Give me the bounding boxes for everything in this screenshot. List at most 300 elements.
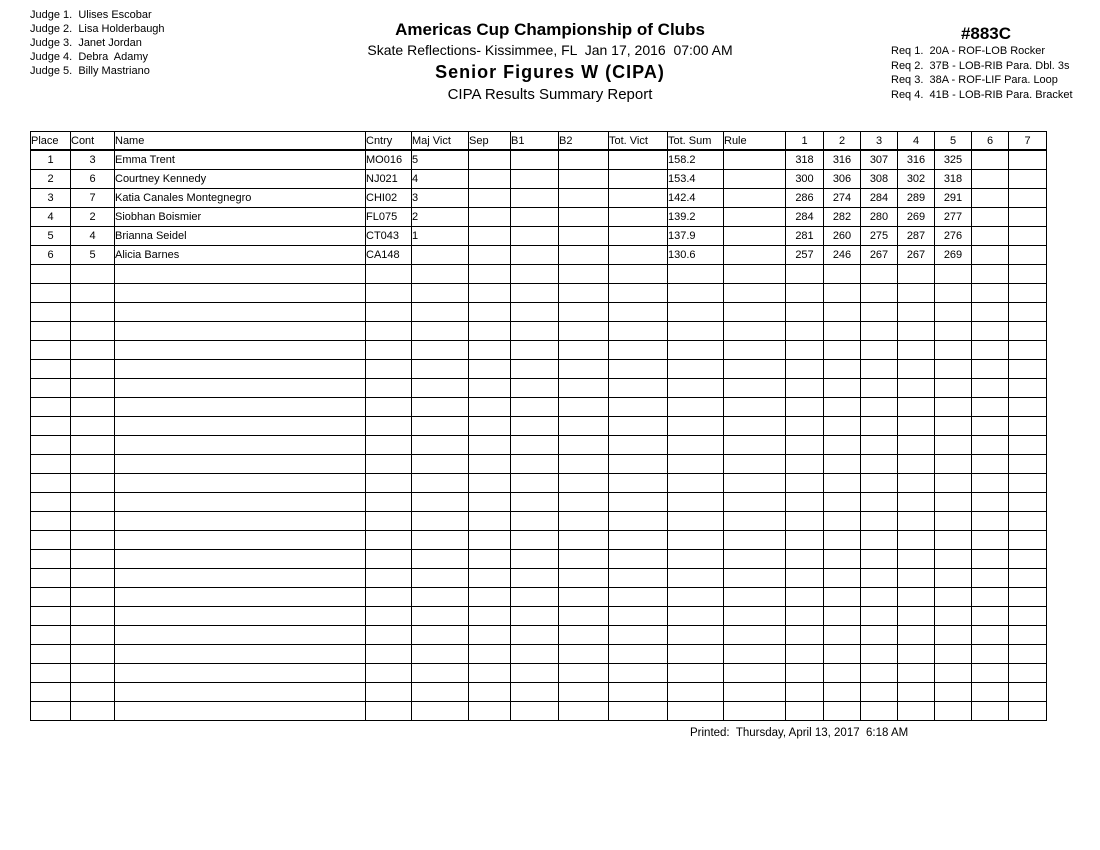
cell-empty — [824, 550, 861, 569]
championship-title: Americas Cup Championship of Clubs — [395, 20, 705, 39]
cell-empty — [898, 569, 935, 588]
cell-empty — [898, 645, 935, 664]
col-header-b1: B1 — [511, 132, 559, 151]
cell-empty — [559, 360, 609, 379]
table-row — [31, 170, 1047, 189]
cell-empty — [786, 417, 824, 436]
cell-empty — [412, 265, 469, 284]
cell-empty — [724, 664, 786, 683]
cell-empty — [31, 322, 71, 341]
cell-empty — [898, 588, 935, 607]
cell-empty — [668, 588, 724, 607]
cell-empty — [898, 702, 935, 721]
cell-judge-score-6 — [972, 227, 1009, 246]
cell-judge-score-5: 277 — [935, 208, 972, 227]
cell-empty — [31, 607, 71, 626]
cell-empty — [511, 284, 559, 303]
cell-name: Alicia Barnes — [115, 246, 366, 265]
cell-empty — [71, 265, 115, 284]
cell-empty — [511, 436, 559, 455]
cell-tot-sum: 142.4 — [668, 189, 724, 208]
cell-empty — [412, 474, 469, 493]
cell-empty — [668, 379, 724, 398]
table-row-empty — [31, 664, 1047, 683]
cell-empty — [1009, 493, 1047, 512]
cell-judge-score-7 — [1009, 150, 1047, 170]
results-table-body — [31, 150, 1047, 721]
cell-empty — [1009, 379, 1047, 398]
cell-empty — [786, 607, 824, 626]
cell-empty — [31, 645, 71, 664]
cell-empty — [724, 683, 786, 702]
cell-empty — [724, 398, 786, 417]
cell-empty — [824, 341, 861, 360]
cell-empty — [935, 398, 972, 417]
requirement-line-1: Req 1. 20A - ROF-LOB Rocker — [891, 45, 1046, 57]
cell-empty — [824, 569, 861, 588]
cell-empty — [861, 284, 898, 303]
cell-judge-score-1: 257 — [786, 246, 824, 265]
cell-empty — [115, 436, 366, 455]
cell-empty — [71, 455, 115, 474]
table-header-row — [31, 132, 1047, 151]
cell-empty — [115, 303, 366, 322]
table-row-empty — [31, 474, 1047, 493]
cell-judge-score-1: 286 — [786, 189, 824, 208]
cell-empty — [786, 531, 824, 550]
cell-empty — [609, 683, 668, 702]
cell-empty — [972, 341, 1009, 360]
cell-empty — [786, 702, 824, 721]
cell-judge-score-5: 276 — [935, 227, 972, 246]
table-row-empty — [31, 379, 1047, 398]
cell-empty — [71, 531, 115, 550]
cell-empty — [824, 588, 861, 607]
cell-empty — [668, 303, 724, 322]
cell-judge-score-1: 281 — [786, 227, 824, 246]
cell-empty — [559, 493, 609, 512]
cell-empty — [366, 550, 412, 569]
cell-empty — [609, 417, 668, 436]
cell-empty — [898, 265, 935, 284]
cell-empty — [609, 379, 668, 398]
cell-empty — [668, 664, 724, 683]
cell-empty — [366, 531, 412, 550]
cell-empty — [511, 417, 559, 436]
cell-rule — [724, 150, 786, 170]
cell-empty — [1009, 626, 1047, 645]
cell-empty — [786, 664, 824, 683]
cell-empty — [972, 379, 1009, 398]
cell-empty — [935, 379, 972, 398]
judge-line-3: Judge 3. Janet Jordan — [30, 37, 142, 49]
cell-empty — [559, 455, 609, 474]
cell-empty — [412, 284, 469, 303]
cell-empty — [724, 360, 786, 379]
cell-empty — [366, 322, 412, 341]
cell-name: Katia Canales Montegnegro — [115, 189, 366, 208]
cell-empty — [824, 531, 861, 550]
cell-empty — [469, 303, 511, 322]
cell-b1 — [511, 189, 559, 208]
cell-empty — [786, 284, 824, 303]
cell-empty — [609, 398, 668, 417]
cell-rule — [724, 227, 786, 246]
cell-empty — [1009, 284, 1047, 303]
cell-empty — [559, 322, 609, 341]
cell-empty — [559, 436, 609, 455]
cell-empty — [935, 455, 972, 474]
cell-empty — [71, 398, 115, 417]
cell-empty — [1009, 436, 1047, 455]
cell-empty — [115, 341, 366, 360]
cell-empty — [412, 569, 469, 588]
cell-empty — [898, 607, 935, 626]
table-row-empty — [31, 341, 1047, 360]
cell-cntry: MO016 — [366, 150, 412, 170]
judge-line-1: Judge 1. Ulises Escobar — [30, 9, 152, 21]
cell-empty — [609, 569, 668, 588]
cell-empty — [898, 379, 935, 398]
cell-empty — [935, 436, 972, 455]
cell-empty — [511, 322, 559, 341]
cell-empty — [724, 493, 786, 512]
cell-empty — [469, 569, 511, 588]
cell-empty — [609, 664, 668, 683]
cell-empty — [668, 455, 724, 474]
cell-empty — [511, 683, 559, 702]
cell-empty — [935, 265, 972, 284]
cell-empty — [31, 284, 71, 303]
cell-empty — [559, 588, 609, 607]
table-row — [31, 189, 1047, 208]
cell-empty — [559, 645, 609, 664]
cell-empty — [412, 417, 469, 436]
cell-empty — [972, 284, 1009, 303]
cell-empty — [115, 398, 366, 417]
cell-empty — [1009, 607, 1047, 626]
cell-cntry: FL075 — [366, 208, 412, 227]
cell-empty — [786, 645, 824, 664]
cell-empty — [31, 550, 71, 569]
cell-maj-vict: 4 — [412, 170, 469, 189]
requirement-line-3: Req 3. 38A - ROF-LIF Para. Loop — [891, 74, 1058, 86]
cell-judge-score-5: 291 — [935, 189, 972, 208]
requirement-line-4: Req 4. 41B - LOB-RIB Para. Bracket — [891, 88, 1073, 101]
cell-empty — [786, 569, 824, 588]
cell-empty — [668, 493, 724, 512]
cell-empty — [609, 265, 668, 284]
cell-empty — [71, 683, 115, 702]
cell-empty — [724, 284, 786, 303]
cell-empty — [668, 512, 724, 531]
cell-empty — [469, 284, 511, 303]
cell-empty — [724, 265, 786, 284]
cell-empty — [972, 360, 1009, 379]
cell-empty — [31, 626, 71, 645]
cell-judge-score-3: 308 — [861, 170, 898, 189]
cell-empty — [898, 398, 935, 417]
cell-empty — [898, 322, 935, 341]
cell-empty — [786, 398, 824, 417]
cell-tot-vict — [609, 189, 668, 208]
cell-judge-score-5: 269 — [935, 246, 972, 265]
cell-empty — [861, 398, 898, 417]
cell-sep — [469, 227, 511, 246]
cell-empty — [71, 702, 115, 721]
cell-empty — [861, 512, 898, 531]
cell-empty — [115, 569, 366, 588]
cell-cont: 3 — [71, 150, 115, 170]
cell-empty — [366, 493, 412, 512]
cell-empty — [31, 512, 71, 531]
cell-empty — [824, 455, 861, 474]
cell-tot-sum: 158.2 — [668, 150, 724, 170]
table-row-empty — [31, 588, 1047, 607]
cell-empty — [898, 493, 935, 512]
cell-empty — [115, 360, 366, 379]
cell-empty — [511, 360, 559, 379]
cell-judge-score-3: 307 — [861, 150, 898, 170]
cell-empty — [724, 474, 786, 493]
cell-empty — [824, 664, 861, 683]
cell-empty — [972, 493, 1009, 512]
table-row-empty — [31, 702, 1047, 721]
cell-empty — [71, 474, 115, 493]
cell-empty — [972, 569, 1009, 588]
cell-empty — [412, 455, 469, 474]
cell-empty — [559, 398, 609, 417]
cell-empty — [511, 664, 559, 683]
cell-maj-vict: 3 — [412, 189, 469, 208]
cell-empty — [366, 512, 412, 531]
cell-empty — [412, 341, 469, 360]
cell-empty — [786, 474, 824, 493]
col-header-cont: Cont — [71, 132, 115, 151]
cell-empty — [412, 664, 469, 683]
cell-empty — [31, 341, 71, 360]
cell-empty — [724, 550, 786, 569]
cell-empty — [861, 626, 898, 645]
cell-empty — [609, 512, 668, 531]
cell-judge-score-5: 318 — [935, 170, 972, 189]
cell-empty — [366, 398, 412, 417]
cell-empty — [71, 550, 115, 569]
cell-empty — [861, 531, 898, 550]
cell-cntry: CA148 — [366, 246, 412, 265]
cell-empty — [1009, 702, 1047, 721]
cell-empty — [511, 474, 559, 493]
event-number: #883C — [960, 24, 1012, 43]
cell-empty — [824, 284, 861, 303]
cell-empty — [898, 436, 935, 455]
cell-empty — [1009, 265, 1047, 284]
cell-empty — [861, 702, 898, 721]
cell-empty — [366, 588, 412, 607]
cell-empty — [412, 322, 469, 341]
cell-place: 2 — [31, 170, 71, 189]
cell-empty — [1009, 683, 1047, 702]
cell-empty — [366, 417, 412, 436]
cell-empty — [366, 626, 412, 645]
cell-empty — [786, 455, 824, 474]
cell-empty — [898, 455, 935, 474]
cell-empty — [71, 360, 115, 379]
cell-judge-score-3: 280 — [861, 208, 898, 227]
cell-empty — [972, 322, 1009, 341]
cell-b2 — [559, 170, 609, 189]
col-header-rule: Rule — [724, 132, 786, 151]
cell-empty — [861, 493, 898, 512]
cell-empty — [71, 341, 115, 360]
cell-empty — [115, 702, 366, 721]
cell-judge-score-4: 302 — [898, 170, 935, 189]
cell-empty — [366, 360, 412, 379]
cell-judge-score-7 — [1009, 208, 1047, 227]
cell-empty — [71, 569, 115, 588]
cell-empty — [724, 645, 786, 664]
cell-empty — [559, 265, 609, 284]
cell-empty — [469, 607, 511, 626]
cell-empty — [824, 303, 861, 322]
cell-empty — [724, 569, 786, 588]
cell-empty — [115, 322, 366, 341]
cell-empty — [412, 683, 469, 702]
table-row — [31, 208, 1047, 227]
cell-empty — [972, 398, 1009, 417]
cell-empty — [511, 569, 559, 588]
cell-empty — [935, 360, 972, 379]
cell-empty — [824, 360, 861, 379]
cell-empty — [115, 265, 366, 284]
table-row-empty — [31, 683, 1047, 702]
cell-cont: 5 — [71, 246, 115, 265]
cell-b1 — [511, 150, 559, 170]
cell-empty — [824, 645, 861, 664]
cell-tot-vict — [609, 227, 668, 246]
cell-empty — [824, 322, 861, 341]
cell-empty — [511, 550, 559, 569]
judge-line-5: Judge 5. Billy Mastriano — [30, 65, 150, 77]
venue-date-line: Skate Reflections- Kissimmee, FL Jan 17, 2016 07:00 AM — [367, 42, 733, 58]
cell-empty — [935, 588, 972, 607]
cell-b2 — [559, 189, 609, 208]
cell-empty — [786, 379, 824, 398]
col-header-judge-4: 4 — [898, 132, 935, 151]
cell-empty — [71, 512, 115, 531]
cell-cont: 2 — [71, 208, 115, 227]
cell-empty — [412, 512, 469, 531]
table-row-empty — [31, 455, 1047, 474]
cell-empty — [609, 702, 668, 721]
cell-empty — [861, 664, 898, 683]
cell-empty — [511, 588, 559, 607]
cell-empty — [972, 683, 1009, 702]
table-row — [31, 150, 1047, 170]
cell-empty — [935, 303, 972, 322]
cell-empty — [71, 436, 115, 455]
cell-empty — [366, 607, 412, 626]
cell-empty — [559, 341, 609, 360]
cell-empty — [412, 493, 469, 512]
col-header-judge-7: 7 — [1009, 132, 1047, 151]
cell-tot-sum: 130.6 — [668, 246, 724, 265]
cell-judge-score-4: 289 — [898, 189, 935, 208]
cell-empty — [861, 645, 898, 664]
cell-b2 — [559, 227, 609, 246]
cell-empty — [935, 512, 972, 531]
cell-empty — [469, 588, 511, 607]
col-header-place: Place — [31, 132, 71, 151]
cell-empty — [824, 398, 861, 417]
cell-empty — [511, 341, 559, 360]
cell-empty — [559, 284, 609, 303]
col-header-judge-2: 2 — [824, 132, 861, 151]
printed-timestamp: Printed: Thursday, April 13, 2017 6:18 AM — [690, 727, 909, 739]
cell-empty — [71, 607, 115, 626]
cell-empty — [511, 512, 559, 531]
cell-place: 1 — [31, 150, 71, 170]
cell-empty — [115, 683, 366, 702]
cell-empty — [898, 683, 935, 702]
cell-empty — [824, 702, 861, 721]
cell-empty — [972, 607, 1009, 626]
report-name: CIPA Results Summary Report — [447, 86, 653, 103]
cell-empty — [115, 493, 366, 512]
cell-b1 — [511, 227, 559, 246]
col-header-tot-sum: Tot. Sum — [668, 132, 724, 151]
cell-name: Brianna Seidel — [115, 227, 366, 246]
cell-empty — [824, 626, 861, 645]
cell-empty — [559, 702, 609, 721]
cell-empty — [71, 322, 115, 341]
cell-empty — [898, 474, 935, 493]
cell-empty — [668, 702, 724, 721]
cell-cntry: NJ021 — [366, 170, 412, 189]
cell-b2 — [559, 150, 609, 170]
cell-empty — [609, 455, 668, 474]
cell-empty — [861, 379, 898, 398]
cell-judge-score-6 — [972, 246, 1009, 265]
cell-empty — [861, 341, 898, 360]
cell-name: Emma Trent — [115, 150, 366, 170]
cell-empty — [898, 341, 935, 360]
cell-judge-score-4: 316 — [898, 150, 935, 170]
col-header-judge-1: 1 — [786, 132, 824, 151]
cell-empty — [559, 626, 609, 645]
cell-empty — [115, 379, 366, 398]
cell-empty — [115, 531, 366, 550]
cell-empty — [71, 417, 115, 436]
cell-empty — [609, 360, 668, 379]
cell-empty — [469, 360, 511, 379]
cell-empty — [668, 474, 724, 493]
cell-judge-score-6 — [972, 150, 1009, 170]
table-row-empty — [31, 626, 1047, 645]
cell-empty — [898, 417, 935, 436]
cell-empty — [366, 455, 412, 474]
cell-empty — [71, 303, 115, 322]
cell-empty — [972, 417, 1009, 436]
cell-empty — [824, 379, 861, 398]
cell-empty — [71, 284, 115, 303]
cell-empty — [412, 379, 469, 398]
cell-empty — [469, 379, 511, 398]
cell-b2 — [559, 246, 609, 265]
cell-empty — [972, 702, 1009, 721]
cell-empty — [511, 607, 559, 626]
cell-empty — [559, 531, 609, 550]
